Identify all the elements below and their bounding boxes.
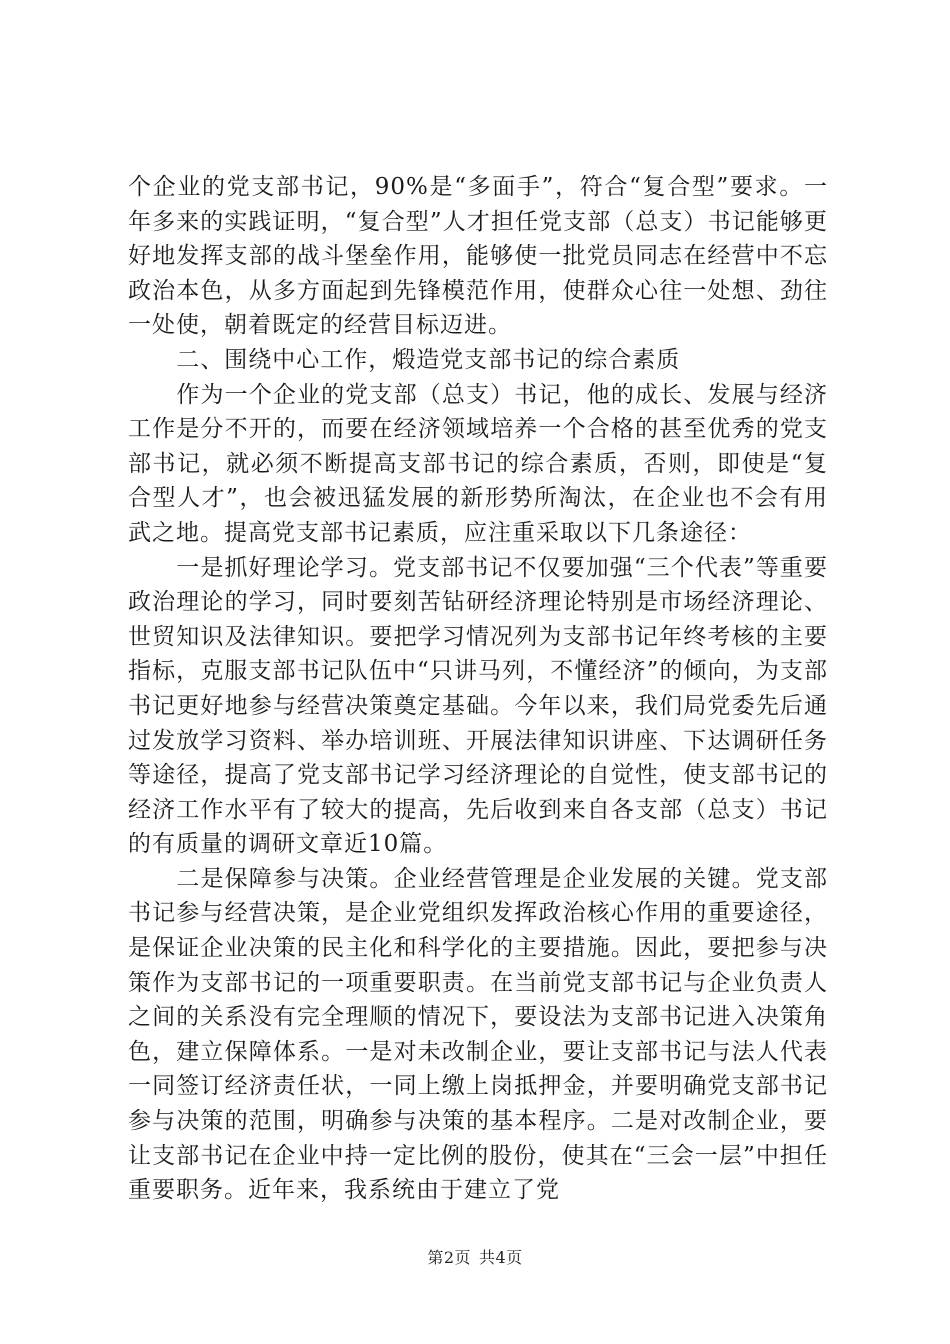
page-total: 共4页: [479, 1248, 523, 1267]
paragraph-intro: 作为一个企业的党支部（总支）书记，他的成长、发展与经济工作是分不开的，而要在经济领域培养一个合格的甚至优秀的党支部书记，就必须不断提高支部书记的综合素质，否则，即使是“复合型人才”，也会被迅猛发展的新形势所淘汰，在企业也不会有用武之地。提高党支部书记素质，应注重采取以下几条途径：: [128, 381, 828, 546]
document-body: [128, 170, 828, 1208]
paragraph-decision-participation: 二是保障参与决策。企业经营管理是企业发展的关键。党支部书记参与经营决策，是企业党组织发挥政治核心作用的重要途径，是保证企业决策的民主化和科学化的主要措施。因此，要把参与决策作为支部书记的一项重要职责。在当前党支部书记与企业负责人之间的关系没有完全理顺的情况下，要设法为支部书记进入决策角色，建立保障体系。一是对未改制企业，要让支部书记与法人代表一同签订经济责任状，一同上缴上岗抵押金，并要明确党支部书记参与决策的范围，明确参与决策的基本程序。二是对改制企业，要让支部书记在企业中持一定比例的股份，使其在“三会一层”中担任重要职务。近年来，我系统由于建立了党: [128, 865, 828, 1204]
page-number: 第2页: [427, 1248, 471, 1267]
page-footer: [0, 1245, 950, 1268]
section-heading: 二、围绕中心工作，煅造党支部书记的综合素质: [176, 346, 681, 373]
paragraph-continuation: 个企业的党支部书记，90%是“多面手”，符合“复合型”要求。一年多来的实践证明，“复合型”人才担任党支部（总支）书记能够更好地发挥支部的战斗堡垒作用，能够使一批党员同志在经营中不忘政治本色，从多方面起到先锋模范作用，使群众心往一处想、劲往一处使，朝着既定的经营目标迈进。: [128, 174, 828, 339]
paragraph-theory-study: 一是抓好理论学习。党支部书记不仅要加强“三个代表”等重要政治理论的学习，同时要刻苦钻研经济理论特别是市场经济理论、世贸知识及法律知识。要把学习情况列为支部书记年终考核的主要指标，克服支部书记队伍中“只讲马列，不懂经济”的倾向，为支部书记更好地参与经营决策奠定基础。今年以来，我们局党委先后通过发放学习资料、举办培训班、开展法律知识讲座、下达调研任务等途径，提高了党支部书记学习经济理论的自觉性，使支部书记的经济工作水平有了较大的提高，先后收到来自各支部（总支）书记的有质量的调研文章近10篇。: [128, 554, 828, 858]
